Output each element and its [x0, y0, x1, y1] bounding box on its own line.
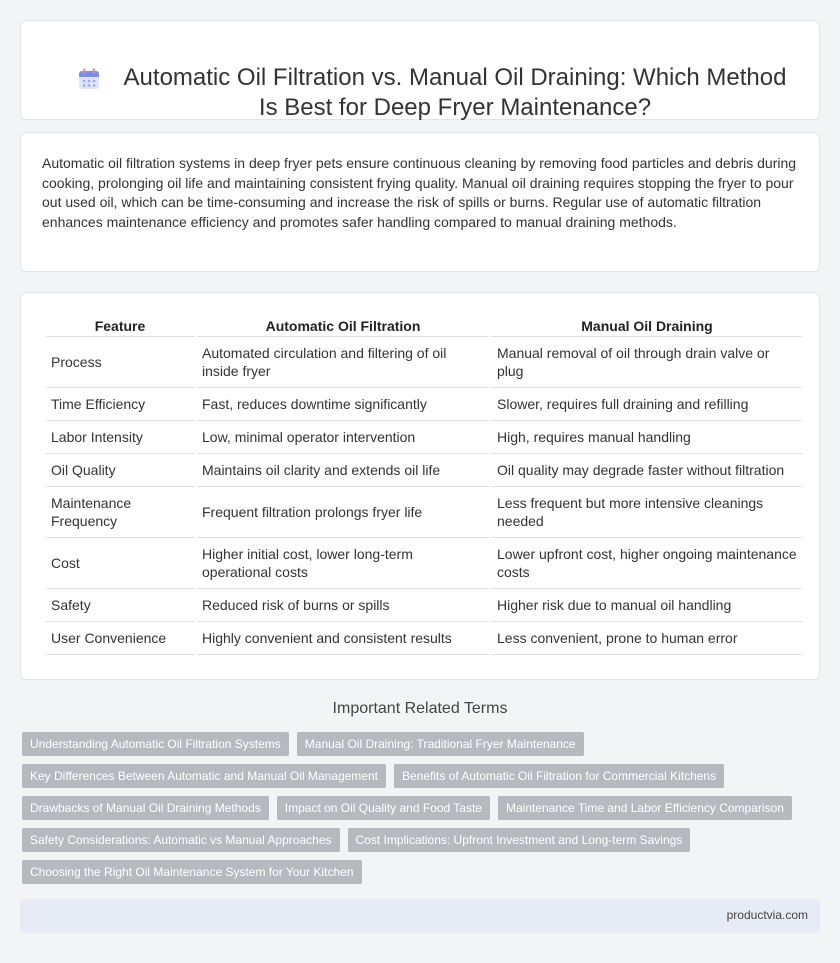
row-manual: Less convenient, prone to human error	[492, 622, 802, 655]
row-manual: Lower upfront cost, higher ongoing maintenance costs	[492, 538, 802, 589]
related-term-link[interactable]: Understanding Automatic Oil Filtration Systems	[22, 732, 289, 756]
related-term-link[interactable]: Maintenance Time and Labor Efficiency Comparison	[498, 796, 792, 820]
table-row	[46, 622, 802, 655]
summary-text: Automatic oil filtration systems in deep fryer pets ensure continuous cleaning by removing food particles and debris during cooking, prolonging oil life and maintaining consistent frying quality. Manual oil draining requires stopping the fryer to pour out used oil, which can be time-consuming and increase the risk of spills or burns. Regular use of automatic filtration enhances maintenance efficiency and promotes safer handling compared to manual draining methods.	[42, 155, 797, 230]
row-manual: High, requires manual handling	[492, 421, 802, 454]
summary-card	[20, 132, 820, 272]
table-row	[46, 454, 802, 487]
page-title: Automatic Oil Filtration vs. Manual Oil Draining: Which Method Is Best for Deep Fryer Maintenance?	[123, 64, 787, 121]
row-automatic: Automated circulation and filtering of oil inside fryer	[197, 337, 489, 388]
table-row	[46, 538, 802, 589]
row-feature: Time Efficiency	[46, 388, 194, 421]
calendar-icon	[77, 67, 101, 91]
row-manual: Less frequent but more intensive cleanings needed	[492, 487, 802, 538]
related-term-link[interactable]: Impact on Oil Quality and Food Taste	[277, 796, 490, 820]
related-term-link[interactable]: Cost Implications: Upfront Investment and Long-term Savings	[348, 828, 691, 852]
related-term-link[interactable]: Safety Considerations: Automatic vs Manual Approaches	[22, 828, 340, 852]
header-manual: Manual Oil Draining	[492, 315, 802, 337]
header-automatic: Automatic Oil Filtration	[197, 315, 489, 337]
related-term-link[interactable]: Benefits of Automatic Oil Filtration for Commercial Kitchens	[394, 764, 724, 788]
row-manual: Manual removal of oil through drain valve or plug	[492, 337, 802, 388]
related-term-link[interactable]: Manual Oil Draining: Traditional Fryer Maintenance	[297, 732, 584, 756]
header-feature: Feature	[46, 315, 194, 337]
row-feature: User Convenience	[46, 622, 194, 655]
row-feature: Oil Quality	[46, 454, 194, 487]
title-card	[20, 20, 820, 120]
row-feature: Labor Intensity	[46, 421, 194, 454]
row-feature: Safety	[46, 589, 194, 622]
related-term-link[interactable]: Choosing the Right Oil Maintenance System for Your Kitchen	[22, 860, 362, 884]
row-feature: Cost	[46, 538, 194, 589]
row-feature: Process	[46, 337, 194, 388]
row-manual: Oil quality may degrade faster without filtration	[492, 454, 802, 487]
related-terms-list	[22, 732, 802, 884]
related-term-link[interactable]: Drawbacks of Manual Oil Draining Methods	[22, 796, 269, 820]
table-row	[46, 337, 802, 388]
footer	[20, 899, 820, 933]
comparison-table	[43, 315, 805, 655]
comparison-table-card	[20, 292, 820, 680]
row-automatic: Low, minimal operator intervention	[197, 421, 489, 454]
table-row	[46, 487, 802, 538]
row-automatic: Frequent filtration prolongs fryer life	[197, 487, 489, 538]
row-automatic: Higher initial cost, lower long-term operational costs	[197, 538, 489, 589]
table-row	[46, 421, 802, 454]
table-row	[46, 388, 802, 421]
table-row	[46, 589, 802, 622]
row-automatic: Reduced risk of burns or spills	[197, 589, 489, 622]
row-automatic: Highly convenient and consistent results	[197, 622, 489, 655]
related-term-link[interactable]: Key Differences Between Automatic and Manual Oil Management	[22, 764, 386, 788]
row-feature: Maintenance Frequency	[46, 487, 194, 538]
footer-site-link[interactable]: productvia.com	[726, 908, 808, 922]
table-header-row	[46, 315, 802, 337]
row-automatic: Maintains oil clarity and extends oil life	[197, 454, 489, 487]
row-manual: Slower, requires full draining and refilling	[492, 388, 802, 421]
row-manual: Higher risk due to manual oil handling	[492, 589, 802, 622]
related-terms-heading: Important Related Terms	[332, 700, 508, 717]
row-automatic: Fast, reduces downtime significantly	[197, 388, 489, 421]
